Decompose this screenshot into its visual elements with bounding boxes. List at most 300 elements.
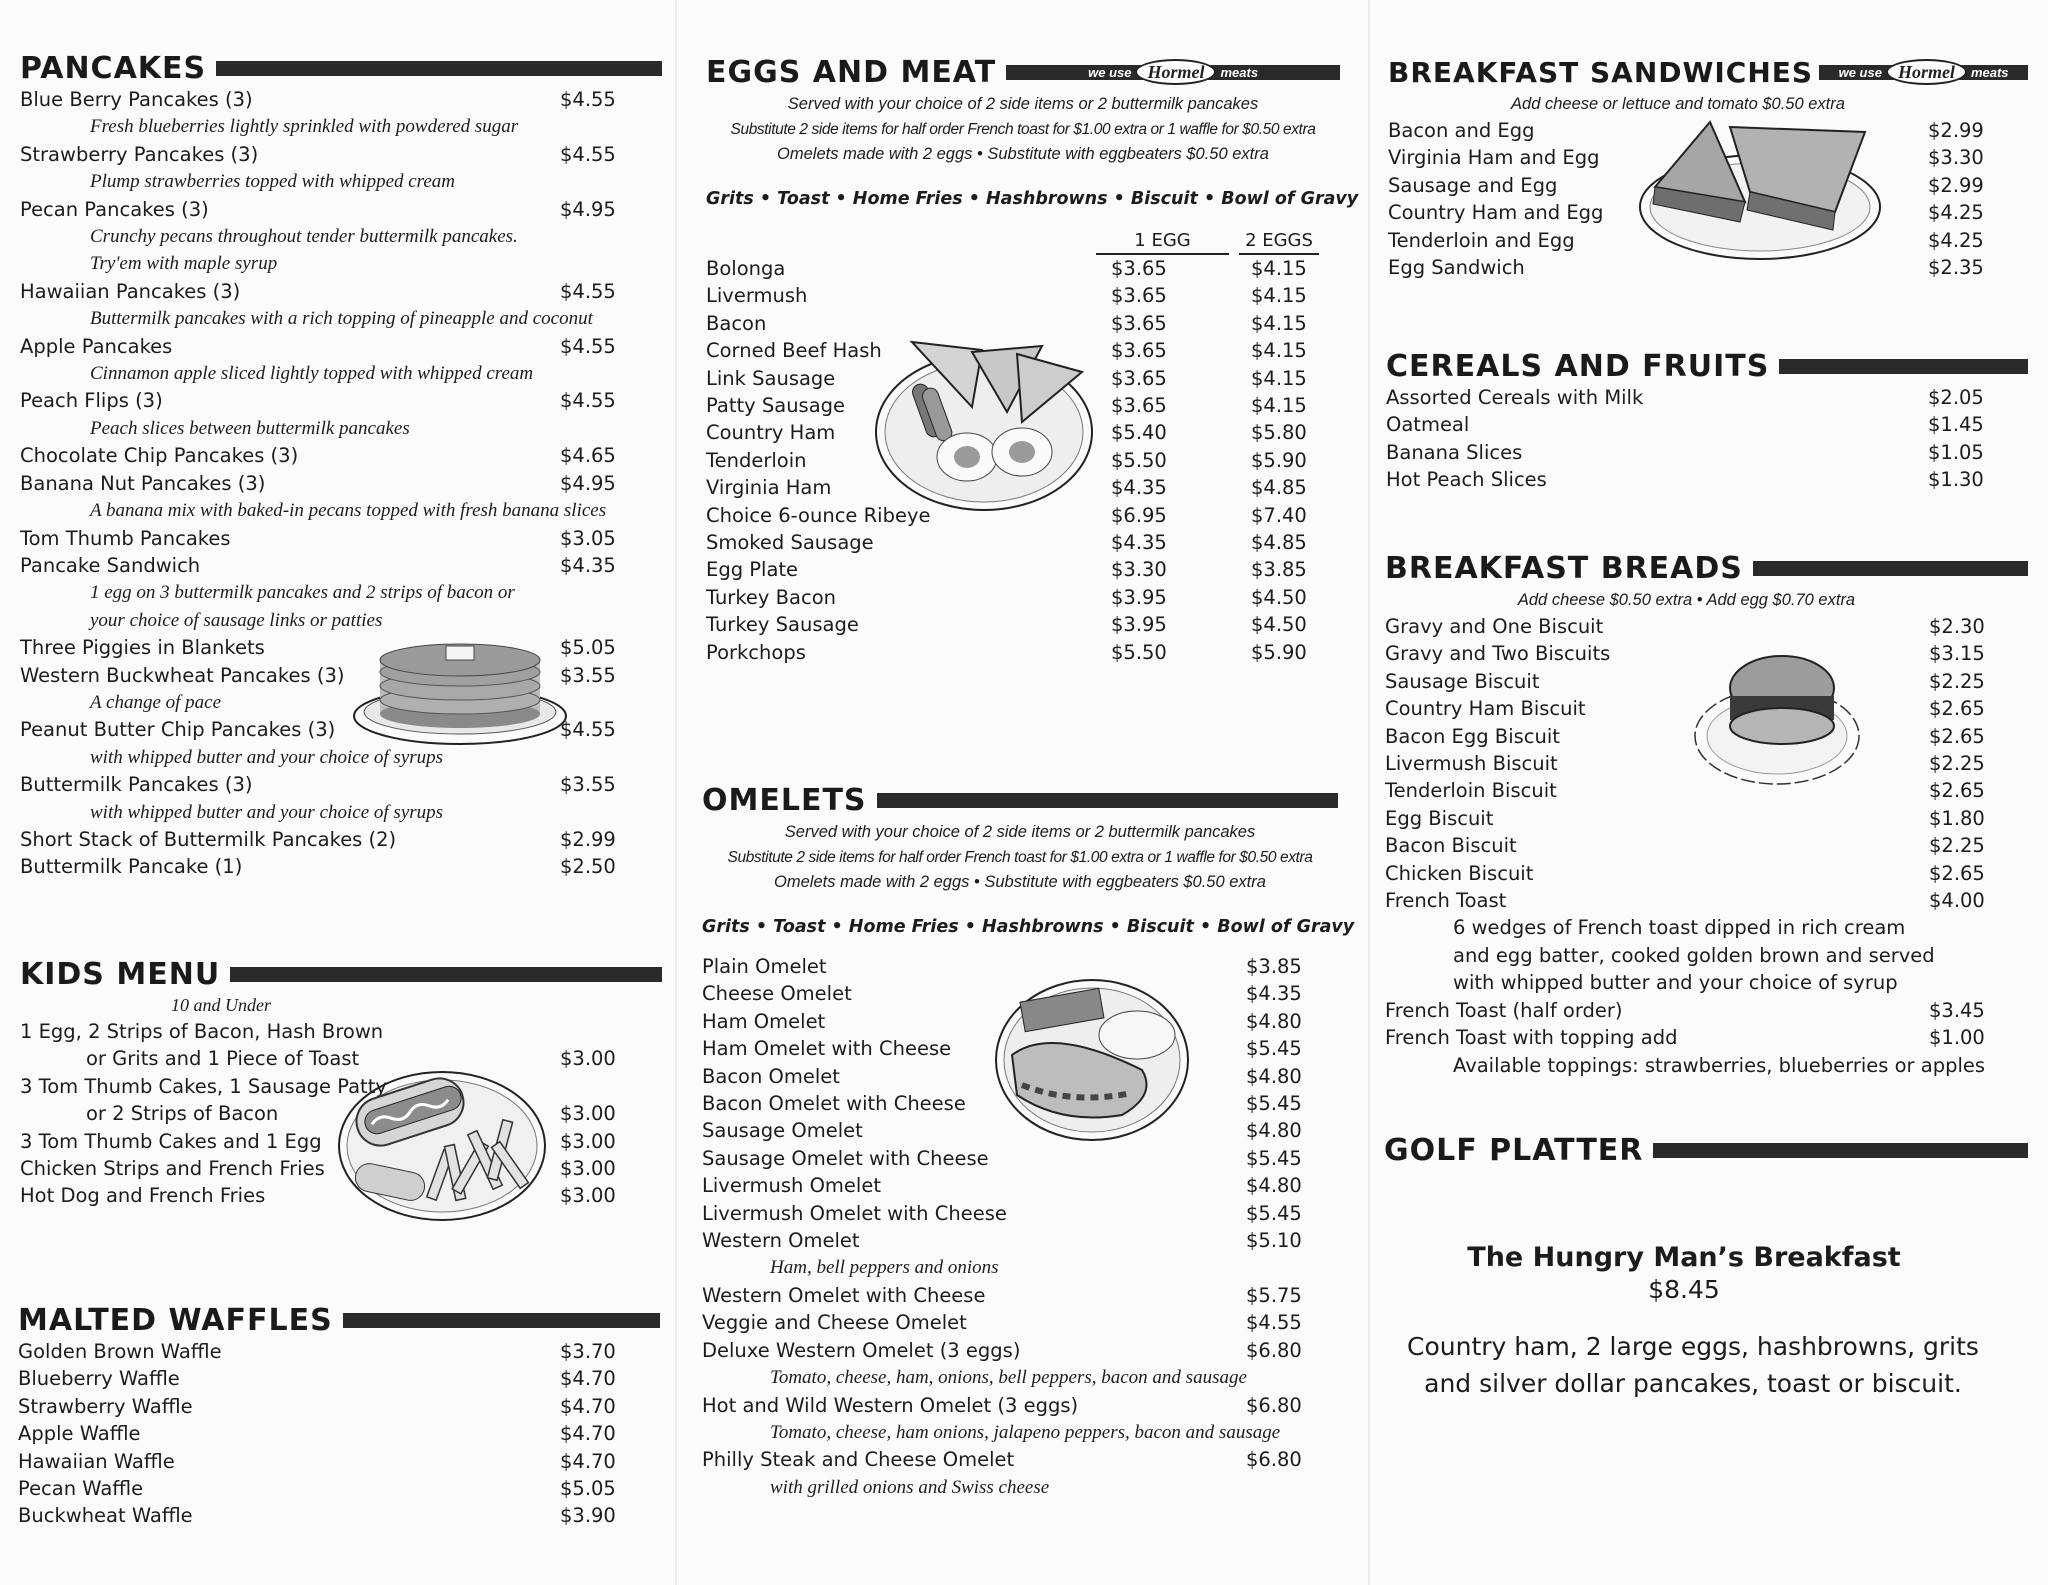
- menu-item: [1385, 777, 1989, 804]
- item-name: Bolonga: [706, 257, 786, 280]
- item-description: A banana mix with baked-in pecans topped with fresh banana slices: [90, 500, 607, 522]
- item-name: Virginia Ham: [706, 476, 832, 500]
- breads-list: [1385, 613, 1989, 1079]
- item-price: $6.80: [1246, 1393, 1302, 1417]
- menu-item: [1385, 668, 1989, 695]
- item-price: $3.30: [1928, 146, 1984, 170]
- menu-item: [20, 333, 620, 360]
- item-name: Ham Omelet: [702, 1009, 826, 1033]
- item-name: Apple Waffle: [18, 1422, 141, 1446]
- item-price: $5.45: [1246, 1146, 1302, 1170]
- item-price: $4.70: [560, 1422, 616, 1446]
- item-price: $4.00: [1929, 889, 1985, 913]
- two-eggs-price: $4.15: [1251, 284, 1307, 308]
- item-price: $4.95: [560, 471, 616, 495]
- item-name: Porkchops: [706, 640, 806, 664]
- menu-item: [1386, 384, 1988, 411]
- two-eggs-price: $4.50: [1251, 585, 1307, 609]
- menu-item: [20, 771, 620, 798]
- menu-item: [702, 1392, 1302, 1419]
- item-name: Hawaiian Waffle: [18, 1449, 175, 1473]
- eggs-column-headers: [706, 229, 1340, 255]
- omelets-note-3: Omelets made with 2 eggs • Substitute with eggbeaters $0.50 extra: [774, 873, 1266, 891]
- item-name: Golden Brown Waffle: [18, 1340, 222, 1363]
- item-name: Peach Flips (3): [20, 389, 163, 413]
- header-rule: [1753, 561, 2028, 576]
- menu-item: [18, 1393, 620, 1420]
- item-name: Sausage Biscuit: [1385, 669, 1540, 693]
- item-name: Western Omelet: [702, 1229, 860, 1253]
- item-price: $2.65: [1929, 779, 1985, 803]
- menu-item: [702, 1337, 1302, 1364]
- eggs-meat-plate-illustration: [872, 332, 1097, 517]
- menu-item: [20, 278, 620, 305]
- item-price: $5.75: [1246, 1283, 1302, 1307]
- item-name: Buttermilk Pancakes (3): [20, 773, 253, 797]
- item-name: Blueberry Waffle: [18, 1367, 180, 1391]
- item-name: Hawaiian Pancakes (3): [20, 279, 241, 303]
- breads-section: [1385, 550, 2028, 1079]
- item-price: $2.99: [560, 827, 616, 851]
- item-name: Veggie and Cheese Omelet: [702, 1311, 967, 1335]
- waffles-header: [18, 1302, 660, 1338]
- spacer: [1229, 282, 1251, 309]
- item-name: or 2 Strips of Bacon: [86, 1102, 279, 1126]
- item-price: $4.70: [560, 1367, 616, 1391]
- item-price: $2.50: [560, 855, 616, 879]
- eggs-note-1: Served with your choice of 2 side items or 2 buttermilk pancakes: [787, 95, 1259, 113]
- eggs-meat-header: [706, 54, 1340, 90]
- item-description: Fresh blueberries lightly sprinkled with powdered sugar: [90, 116, 519, 138]
- two-eggs-price: $5.80: [1251, 421, 1307, 445]
- eggs-note-3: Omelets made with 2 eggs • Substitute with eggbeaters $0.50 extra: [777, 145, 1269, 163]
- breads-note: Add cheese $0.50 extra • Add egg $0.70 extra: [1517, 591, 1856, 609]
- two-eggs-price: $4.50: [1251, 613, 1307, 637]
- item-price: $4.55: [560, 88, 616, 111]
- sandwich-plate-illustration: [1635, 112, 1885, 262]
- item-description: 1 egg on 3 buttermilk pancakes and 2 strips of bacon or: [90, 582, 515, 604]
- golf-platter-header: [1384, 1132, 2028, 1168]
- item-name: Hot and Wild Western Omelet (3 eggs): [702, 1393, 1079, 1417]
- item-price: $3.00: [560, 1157, 616, 1181]
- two-eggs-price: $4.15: [1251, 339, 1307, 363]
- cereals-list: [1386, 384, 1988, 494]
- item-name: Livermush Omelet: [702, 1174, 881, 1198]
- menu-item: [702, 1282, 1302, 1309]
- spacer: [1229, 639, 1251, 666]
- spacer: [1229, 474, 1251, 501]
- item-price: $4.80: [1246, 1064, 1302, 1088]
- item-price: $1.05: [1928, 440, 1984, 464]
- item-name: Egg Sandwich: [1388, 256, 1525, 280]
- spacer: [1229, 556, 1251, 583]
- item-price: $5.45: [1246, 1201, 1302, 1225]
- item-price: $5.45: [1246, 1037, 1302, 1061]
- item-description: Cinnamon apple sliced lightly topped with whipped cream: [90, 363, 534, 385]
- header-rule: [343, 1313, 660, 1328]
- pancakes-section: [20, 50, 662, 881]
- item-name: Buttermilk Pancake (1): [20, 855, 243, 879]
- item-description: Available toppings: strawberries, blueberries or apples: [1453, 1053, 1986, 1077]
- item-price: $4.80: [1246, 1174, 1302, 1198]
- item-description: Try'em with maple syrup: [90, 253, 278, 275]
- two-eggs-header: 2 EGGS: [1239, 229, 1319, 255]
- breads-header: [1385, 550, 2028, 586]
- menu-item: [20, 525, 620, 552]
- waffles-list: [18, 1338, 620, 1530]
- item-name: Buckwheat Waffle: [18, 1504, 193, 1528]
- hot-dog-fries-illustration: [335, 1060, 550, 1225]
- menu-item: [702, 1227, 1302, 1254]
- menu-item: [1385, 860, 1989, 887]
- item-name: Plain Omelet: [702, 955, 827, 978]
- item-name: French Toast with topping add: [1385, 1026, 1678, 1050]
- item-name: Bacon Biscuit: [1385, 834, 1517, 858]
- item-name: Virginia Ham and Egg: [1388, 146, 1600, 170]
- item-name: French Toast: [1385, 889, 1507, 913]
- menu-item: [20, 1018, 620, 1045]
- menu-item: [1385, 805, 1989, 832]
- two-eggs-price: $4.15: [1251, 394, 1307, 418]
- menu-item: [1385, 695, 1989, 722]
- spacer: [1229, 611, 1251, 638]
- spacer: [1229, 447, 1251, 474]
- item-name: 1 Egg, 2 Strips of Bacon, Hash Brown: [20, 1020, 384, 1043]
- one-egg-price: $3.65: [1111, 394, 1167, 418]
- menu-item: [702, 1200, 1302, 1227]
- omelets-note-1: Served with your choice of 2 side items or 2 buttermilk pancakes: [784, 823, 1256, 841]
- item-name: Western Buckwheat Pancakes (3): [20, 663, 345, 687]
- menu-item: [1385, 640, 1989, 667]
- spacer: [1229, 419, 1251, 446]
- item-name: Cheese Omelet: [702, 982, 852, 1006]
- omelet-plate-illustration: [992, 975, 1192, 1145]
- item-name: Livermush: [706, 284, 808, 308]
- two-eggs-price: $3.85: [1251, 558, 1307, 582]
- item-name: Peanut Butter Chip Pancakes (3): [20, 718, 336, 742]
- item-name: Tom Thumb Pancakes: [20, 526, 231, 550]
- item-price: $4.70: [560, 1394, 616, 1418]
- two-eggs-price: $5.90: [1251, 640, 1307, 664]
- item-price: $1.00: [1929, 1026, 1985, 1050]
- menu-item: [702, 1446, 1302, 1473]
- item-price: $4.25: [1928, 201, 1984, 225]
- item-name: Egg Plate: [706, 558, 799, 582]
- two-eggs-price: $4.15: [1251, 257, 1307, 280]
- two-eggs-price: $4.85: [1251, 531, 1307, 555]
- eggs-meat-title: EGGS AND MEAT: [706, 54, 997, 90]
- menu-item: [706, 639, 1340, 666]
- item-description: Tomato, cheese, ham onions, jalapeno peppers, bacon and sausage: [770, 1421, 1281, 1443]
- item-price: $4.35: [1246, 982, 1302, 1006]
- breads-title: BREAKFAST BREADS: [1385, 550, 1743, 586]
- omelets-note-2: Substitute 2 side items for half order French toast for $1.00 extra or 1 waffle for $0.50 extra: [727, 849, 1313, 866]
- item-price: $3.85: [1246, 955, 1302, 978]
- item-price: $4.35: [560, 553, 616, 577]
- item-name: Chicken Biscuit: [1385, 861, 1534, 885]
- one-egg-price: $4.35: [1111, 531, 1167, 555]
- menu-item: [1385, 887, 1989, 914]
- item-name: Gravy and Two Biscuits: [1385, 642, 1611, 666]
- menu-item: [18, 1420, 620, 1447]
- menu-item: [18, 1502, 620, 1529]
- one-egg-price: $3.95: [1111, 585, 1167, 609]
- one-egg-price: $3.65: [1111, 257, 1167, 280]
- item-name: Chicken Strips and French Fries: [20, 1157, 325, 1181]
- one-egg-header: 1 EGG: [1096, 229, 1229, 255]
- menu-item: [1386, 466, 1988, 493]
- eggs-sides: Grits • Toast • Home Fries • Hashbrowns • Biscuit • Bowl of Gravy: [706, 189, 1359, 209]
- sandwiches-header: [1388, 54, 2028, 90]
- one-egg-price: $3.30: [1111, 558, 1167, 582]
- item-description: Buttermilk pancakes with a rich topping of pineapple and coconut: [90, 308, 593, 330]
- one-egg-price: $5.50: [1111, 448, 1167, 472]
- item-price: $4.55: [560, 142, 616, 166]
- item-name: Hot Dog and French Fries: [20, 1184, 266, 1208]
- item-price: $2.65: [1929, 724, 1985, 748]
- item-price: $6.80: [1246, 1448, 1302, 1472]
- item-description: your choice of sausage links or patties: [90, 609, 383, 631]
- menu-item: [1385, 832, 1989, 859]
- golf-platter-description: Country ham, 2 large eggs, hashbrowns, grits and silver dollar pancakes, toast or biscuit.: [1407, 1332, 1979, 1398]
- item-price: $2.35: [1928, 256, 1984, 280]
- item-name: Apple Pancakes: [20, 334, 173, 358]
- menu-item: [20, 387, 620, 414]
- menu-item: [702, 1172, 1302, 1199]
- pancakes-title: PANCAKES: [20, 50, 207, 86]
- two-eggs-price: $4.15: [1251, 311, 1307, 335]
- pancakes-list: [20, 86, 620, 881]
- item-price: $3.55: [560, 663, 616, 687]
- item-description: with whipped butter and your choice of syrups: [90, 746, 444, 768]
- item-name: or Grits and 1 Piece of Toast: [86, 1047, 360, 1071]
- item-name: Strawberry Waffle: [18, 1394, 193, 1418]
- item-price: $2.30: [1929, 615, 1985, 638]
- golf-platter-price: $8.45: [1648, 1275, 1720, 1304]
- item-price: $4.55: [560, 389, 616, 413]
- item-description: Ham, bell peppers and onions: [770, 1257, 999, 1279]
- item-price: $4.25: [1928, 228, 1984, 252]
- item-name: Philly Steak and Cheese Omelet: [702, 1448, 1015, 1472]
- item-name: French Toast (half order): [1385, 998, 1623, 1022]
- item-name: Tenderloin Biscuit: [1385, 779, 1557, 803]
- spacer: [1229, 255, 1251, 282]
- sandwiches-note: Add cheese or lettuce and tomato $0.50 extra: [1511, 95, 1845, 113]
- one-egg-price: $3.65: [1111, 366, 1167, 390]
- item-price: $3.15: [1929, 642, 1985, 666]
- menu-item: [706, 529, 1340, 556]
- item-name: Sausage and Egg: [1388, 173, 1558, 197]
- item-name: 3 Tom Thumb Cakes, 1 Sausage Patty: [20, 1074, 387, 1098]
- item-price: $6.80: [1246, 1338, 1302, 1362]
- item-name: Sausage Omelet with Cheese: [702, 1146, 989, 1170]
- menu-item: [706, 584, 1340, 611]
- menu-item: [20, 853, 620, 880]
- menu-item: [706, 611, 1340, 638]
- item-name: Country Ham Biscuit: [1385, 697, 1586, 721]
- header-rule: [216, 61, 662, 76]
- omelets-header: [702, 782, 1338, 818]
- menu-item: [1386, 439, 1988, 466]
- item-description: A change of pace: [90, 691, 222, 713]
- pancakes-header: [20, 50, 662, 86]
- two-eggs-price: $7.40: [1251, 503, 1307, 527]
- item-name: Western Omelet with Cheese: [702, 1283, 986, 1307]
- item-name: Tenderloin: [706, 448, 807, 472]
- item-name: Blue Berry Pancakes (3): [20, 88, 253, 111]
- item-description: with whipped butter and your choice of syrups: [90, 801, 444, 823]
- menu-item: [18, 1475, 620, 1502]
- item-name: Short Stack of Buttermilk Pancakes (2): [20, 827, 397, 851]
- one-egg-price: $6.95: [1111, 503, 1167, 527]
- item-price: [560, 1073, 620, 1100]
- item-price: $3.05: [560, 526, 616, 550]
- item-price: $3.00: [560, 1102, 616, 1126]
- golf-platter-title: GOLF PLATTER: [1384, 1132, 1644, 1168]
- item-price: $5.10: [1246, 1229, 1302, 1253]
- item-name: Egg Biscuit: [1385, 806, 1494, 830]
- item-description: Crunchy pecans throughout tender buttermilk pancakes.: [90, 226, 518, 248]
- menu-item: [20, 196, 620, 223]
- menu-item: [20, 552, 620, 579]
- item-description: with grilled onions and Swiss cheese: [770, 1476, 1050, 1498]
- item-name: Sausage Omelet: [702, 1119, 863, 1143]
- menu-item: [18, 1338, 620, 1365]
- header-rule: [1653, 1143, 2028, 1158]
- header-rule: [1779, 359, 2028, 374]
- hormel-logo: we use Hormel meats: [1839, 59, 2009, 85]
- menu-item: [18, 1365, 620, 1392]
- item-price: $4.80: [1246, 1009, 1302, 1033]
- item-description: 6 wedges of French toast dipped in rich cream: [1453, 916, 1906, 940]
- cereals-header: [1386, 348, 2028, 384]
- item-name: Pancake Sandwich: [20, 553, 201, 577]
- item-price: $3.55: [560, 773, 616, 797]
- waffles-title: MALTED WAFFLES: [18, 1302, 333, 1338]
- spacer: [1229, 310, 1251, 337]
- one-egg-price: $4.35: [1111, 476, 1167, 500]
- menu-item: [20, 826, 620, 853]
- item-name: Pecan Pancakes (3): [20, 197, 209, 221]
- item-description: Peach slices between buttermilk pancakes: [90, 417, 410, 439]
- menu-item: [702, 1145, 1302, 1172]
- one-egg-price: $5.40: [1111, 421, 1167, 445]
- spacer: [1229, 365, 1251, 392]
- item-description: Tomato, cheese, ham, onions, bell peppers, bacon and sausage: [770, 1367, 1247, 1389]
- item-price: $1.45: [1928, 413, 1984, 437]
- menu-item: [1385, 997, 1989, 1024]
- item-price: $5.05: [560, 1477, 616, 1501]
- menu-item: [1385, 750, 1989, 777]
- menu-item: [1385, 613, 1989, 640]
- cereals-title: CEREALS AND FRUITS: [1386, 348, 1770, 384]
- item-name: Bacon: [706, 311, 767, 335]
- item-name: Pecan Waffle: [18, 1477, 144, 1501]
- one-egg-price: $3.65: [1111, 339, 1167, 363]
- item-price: $2.25: [1929, 752, 1985, 776]
- hormel-logo: we use Hormel meats: [1088, 59, 1258, 85]
- header-rule: [1819, 62, 2028, 82]
- item-price: [560, 1018, 620, 1045]
- item-name: Bacon Omelet with Cheese: [702, 1092, 966, 1116]
- item-name: Banana Nut Pancakes (3): [20, 471, 266, 495]
- item-price: $1.30: [1928, 468, 1984, 492]
- eggs-note-2: Substitute 2 side items for half order French toast for $1.00 extra or 1 waffle for $0.50 extra: [730, 121, 1316, 138]
- item-name: Corned Beef Hash: [706, 339, 882, 363]
- item-name: Bacon Omelet: [702, 1064, 840, 1088]
- item-price: $5.05: [560, 636, 616, 660]
- omelets-sides: Grits • Toast • Home Fries • Hashbrowns • Biscuit • Bowl of Gravy: [702, 917, 1355, 937]
- item-name: Hot Peach Slices: [1386, 468, 1547, 492]
- item-price: $2.05: [1928, 386, 1984, 409]
- biscuit-plate-illustration: [1690, 636, 1865, 791]
- golf-platter-section: [1384, 1132, 2028, 1402]
- item-name: Banana Slices: [1386, 440, 1523, 464]
- item-price: $3.00: [560, 1047, 616, 1071]
- item-name: Smoked Sausage: [706, 531, 874, 555]
- item-price: $3.70: [560, 1340, 616, 1363]
- spacer: [1229, 584, 1251, 611]
- two-eggs-price: $4.85: [1251, 476, 1307, 500]
- item-name: Turkey Bacon: [706, 585, 836, 609]
- item-name: Patty Sausage: [706, 394, 846, 418]
- menu-item: [1385, 723, 1989, 750]
- header-rule: [1006, 62, 1340, 82]
- item-price: $4.55: [560, 279, 616, 303]
- item-name: Livermush Omelet with Cheese: [702, 1201, 1007, 1225]
- item-price: $4.80: [1246, 1119, 1302, 1143]
- one-egg-price: $3.95: [1111, 613, 1167, 637]
- item-price: $3.00: [560, 1184, 616, 1208]
- menu-item: [1385, 1024, 1989, 1051]
- item-price: $2.25: [1929, 834, 1985, 858]
- item-name: Country Ham: [706, 421, 836, 445]
- one-egg-price: $3.65: [1111, 311, 1167, 335]
- item-name: Choice 6-ounce Ribeye: [706, 503, 931, 527]
- menu-item: [20, 86, 620, 113]
- item-name: Ham Omelet with Cheese: [702, 1037, 952, 1061]
- header-rule: [230, 967, 662, 982]
- omelets-title: OMELETS: [702, 782, 867, 818]
- kids-menu-note: 10 and Under: [171, 995, 271, 1015]
- item-name: Bacon Egg Biscuit: [1385, 724, 1560, 748]
- spacer: [1229, 392, 1251, 419]
- item-price: $2.99: [1928, 173, 1984, 197]
- item-price: $5.45: [1246, 1092, 1302, 1116]
- item-name: Gravy and One Biscuit: [1385, 615, 1604, 638]
- golf-platter-name: The Hungry Man’s Breakfast: [1467, 1242, 1901, 1273]
- menu-item: [20, 442, 620, 469]
- item-name: Link Sausage: [706, 366, 836, 390]
- spacer: [1229, 529, 1251, 556]
- one-egg-price: $3.65: [1111, 284, 1167, 308]
- one-egg-price: $5.50: [1111, 640, 1167, 664]
- kids-menu-header: [20, 956, 662, 992]
- menu-item: [20, 470, 620, 497]
- menu-item: [706, 282, 1340, 309]
- item-price: $2.25: [1929, 669, 1985, 693]
- sandwiches-title: BREAKFAST SANDWICHES: [1388, 55, 1814, 89]
- item-price: $3.90: [560, 1504, 616, 1528]
- item-name: Oatmeal: [1386, 413, 1470, 437]
- menu-item: [706, 255, 1340, 282]
- item-price: $4.65: [560, 444, 616, 468]
- item-description: with whipped butter and your choice of syrup: [1453, 971, 1898, 995]
- item-name: Bacon and Egg: [1388, 119, 1535, 142]
- item-price: $4.55: [560, 718, 616, 742]
- item-name: Turkey Sausage: [706, 613, 859, 637]
- item-name: Three Piggies in Blankets: [20, 636, 265, 660]
